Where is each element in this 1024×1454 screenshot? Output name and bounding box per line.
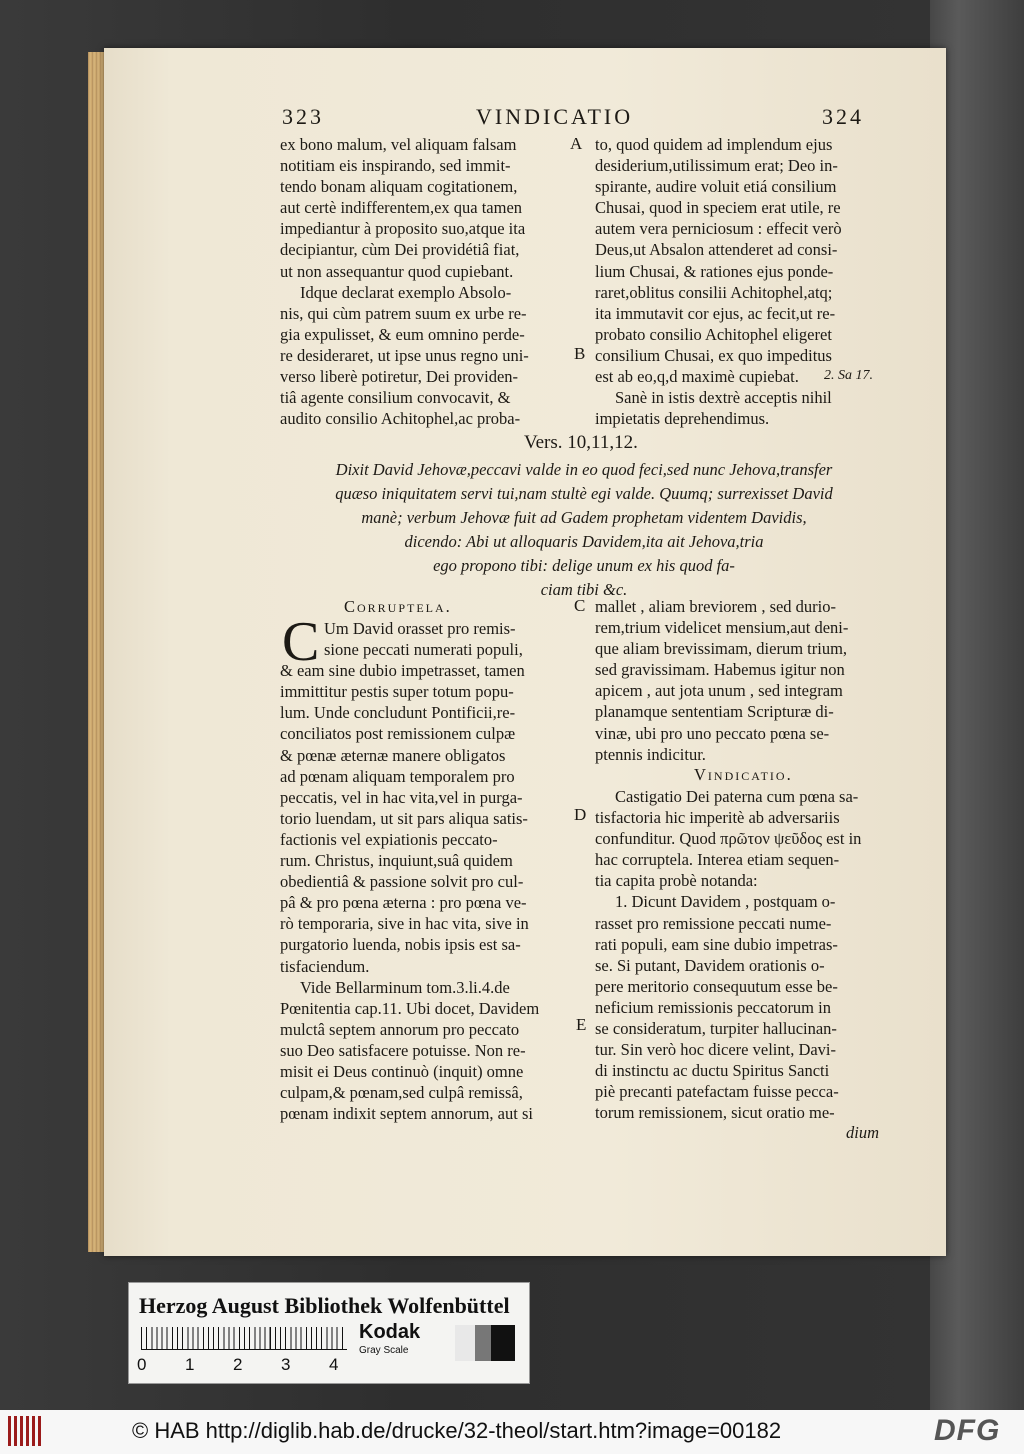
vindicatio-heading: Vindicatio. — [694, 765, 793, 784]
verse-line: quæso iniquitatem servi tui,nam stultè egi valde. Quumq; surrexisset David — [335, 484, 833, 503]
text-line: rasset pro remissione peccati nume- — [595, 913, 832, 933]
verse-line: dicendo: Abi ut alloquaris Davidem,ita ait Jehova,tria — [404, 532, 764, 551]
text-line: nis, qui cùm patrem suum ex urbe re- — [280, 303, 527, 323]
margin-sidenote: 2. Sa 17. — [824, 368, 873, 383]
text-line: mulctâ septem annorum pro peccato — [280, 1019, 520, 1039]
text-line: tia capita probè notanda: — [595, 871, 758, 891]
text-line: pâ & pro pœna æterna : pro pœna ve- — [280, 893, 527, 913]
text-line: Chusai, quod in speciem erat utile, re — [595, 198, 841, 218]
ruler-number: 3 — [281, 1355, 291, 1374]
running-title: VINDICATIO — [476, 104, 634, 129]
text-line: sed gravissimam. Habemus igitur non — [595, 660, 845, 680]
text-line: ut non assequantur quod cupiebant. — [280, 261, 514, 281]
ruler-number: 1 — [185, 1355, 195, 1374]
right-page-number: 324 — [822, 104, 864, 129]
text-line: que aliam brevissimam, dierum trium, — [595, 639, 848, 659]
text-line: misit ei Deus continuò (inquit) omne — [280, 1061, 524, 1081]
text-line: tisfactoria hic imperitè ab adversariis — [595, 808, 840, 828]
text-line: consilium Chusai, ex quo impeditus — [595, 345, 832, 365]
text-line: neficium remissionis peccatorum in — [595, 997, 831, 1017]
text-line: pere meritorio consequutum esse be- — [595, 976, 838, 996]
text-line: planamque sententiam Scripturæ di- — [595, 702, 834, 722]
text-line: factionis vel expiationis peccato- — [280, 829, 498, 849]
top-right-column — [595, 134, 842, 429]
gray-patch-light — [455, 1325, 475, 1361]
text-line: Um David orasset pro remis- — [324, 619, 516, 638]
ruler-number: 0 — [137, 1355, 147, 1374]
text-line: piè precanti patefactam fuisse pecca- — [595, 1082, 839, 1102]
text-line: audito consilio Achitophel,ac proba- — [280, 409, 521, 429]
kodak-brand: Kodak — [359, 1321, 421, 1343]
text-line: Idque declarat exemplo Absolo- — [300, 282, 512, 302]
verse-text — [274, 458, 894, 602]
text-line: rati populi, eam sine dubio impetras- — [595, 934, 838, 954]
text-line: sione peccati numerati populi, — [324, 640, 523, 660]
text-line: torum remissionem, sicut oratio me- — [595, 1103, 835, 1123]
card-title: Herzog August Bibliothek Wolfenbüttel — [139, 1293, 510, 1318]
margin-letter-d: D — [574, 805, 587, 824]
text-line: lium Chusai, & rationes ejus ponde- — [595, 261, 834, 281]
text-line: tisfaciendum. — [280, 956, 370, 976]
text-line: culpam,& pœnam,sed culpâ remissâ, — [280, 1083, 523, 1103]
drop-cap: C — [282, 611, 320, 673]
text-line: to, quod quidem ad implendum ejus — [595, 135, 833, 154]
text-line: aut certè indifferentem,ex qua tamen — [280, 198, 523, 218]
text-line: est ab eo,q,d maximè cupiebat. — [595, 367, 799, 387]
margin-letter-a: A — [570, 134, 583, 153]
ruler-number: 4 — [329, 1355, 339, 1374]
text-line: tiâ agente consilium convocavit, & — [280, 388, 511, 408]
text-line: ptennis indicitur. — [595, 744, 706, 764]
margin-letter-b: B — [574, 344, 586, 363]
text-line: re desideraret, ut ipse unus regno uni- — [280, 345, 529, 365]
text-line: tendo bonam aliquam cogitationem, — [280, 177, 518, 197]
text-line: desiderium,utilissimum erat; Deo in- — [595, 156, 838, 176]
text-line: probato consilio Achitophel eligeret — [595, 324, 832, 344]
text-line: vinæ, ubi pro uno peccato pœna se- — [595, 723, 830, 743]
verse-line: manè; verbum Jehovæ fuit ad Gadem prophetam videntem Davidis, — [361, 508, 807, 527]
text-line: & pœnæ æternæ manere obligatos — [280, 745, 506, 765]
text-line: se consideratum, turpiter hallucinan- — [595, 1019, 837, 1039]
text-line: rem,trium videlicet mensium,aut deni- — [595, 618, 849, 638]
bottom-right-column-2 — [595, 786, 861, 1124]
text-line: ita immutavit cor ejus, ac fecit,ut re- — [595, 303, 836, 323]
catchword: dium — [846, 1123, 879, 1142]
calibration-card — [128, 1282, 530, 1384]
text-line: impediantur à proposito suo,atque ita — [280, 219, 526, 239]
text-line: tur. Sin verò hoc dicere velint, Davi- — [595, 1040, 837, 1060]
dfg-logo: DFG — [934, 1414, 1001, 1447]
ruler-number: 2 — [233, 1355, 243, 1374]
text-line: mallet , aliam breviorem , sed durio- — [595, 597, 837, 616]
text-line: notitiam eis inspirando, sed immit- — [280, 156, 511, 176]
ruler-scale — [141, 1327, 347, 1350]
text-line: Castigatio Dei paterna cum pœna sa- — [615, 787, 859, 806]
left-page-number: 323 — [282, 104, 324, 129]
verse-reference: Vers. 10,11,12. — [524, 432, 638, 453]
text-line: lum. Unde concludunt Pontificii,re- — [280, 703, 516, 723]
text-line: immittitur pestis super totum popu- — [280, 682, 514, 702]
text-line: hac corruptela. Interea etiam sequen- — [595, 850, 840, 870]
gray-scale-label: Gray Scale — [359, 1345, 409, 1356]
text-line: spirante, audire voluit etiá consilium — [595, 177, 837, 197]
text-line: raret,oblitus consilii Achitophel,atq; — [595, 282, 833, 302]
text-line: autem vera perniciosum : effecit verò — [595, 219, 842, 239]
text-line: gia expulisset, & eum omnino perde- — [280, 324, 525, 344]
text-line: obedientiâ & passione solvit pro cul- — [280, 872, 524, 892]
verse-line: Dixit David Jehovæ,peccavi valde in eo quod feci,sed nunc Jehova,transfer — [335, 460, 833, 479]
text-line: Pœnitentia cap.11. Ubi docet, Davidem — [280, 998, 540, 1018]
text-line: rò temporaria, sive in hac vita, sive in — [280, 914, 529, 934]
text-line: suo Deo satisfacere potuisse. Non re- — [280, 1040, 526, 1060]
text-line: peccatis, vel in hac vita,vel in purga- — [280, 787, 523, 807]
bottom-right-column — [595, 596, 848, 765]
text-line: & eam sine dubio impetrasset, tamen — [280, 661, 525, 681]
gray-patch-dark — [491, 1325, 515, 1361]
text-line: ad pœnam aliquam temporalem pro — [280, 766, 515, 786]
corruptela-heading: Corruptela. — [344, 597, 452, 616]
text-line: verso liberè potiretur, Dei providen- — [280, 367, 519, 387]
text-line: Sanè in istis dextrè acceptis nihil — [615, 388, 832, 408]
text-line: decipiantur, cùm Dei providétiâ fiat, — [280, 240, 520, 260]
text-line: apicem , aut jota unum , sed integram — [595, 681, 843, 701]
margin-letter-e: E — [576, 1015, 587, 1034]
footer-credit-link[interactable]: © HAB http://diglib.hab.de/drucke/32-theol/start.htm?image=00182 — [132, 1418, 782, 1443]
text-line: se. Si putant, Davidem orationis o- — [595, 955, 825, 975]
text-line: confunditur. Quod πρῶτον ψεῦδος est in — [595, 829, 862, 849]
book-page — [104, 48, 946, 1256]
hab-logo-icon — [8, 1416, 44, 1446]
top-left-column — [280, 134, 529, 429]
text-line: ex bono malum, vel aliquam falsam — [280, 135, 517, 154]
verse-line: ego propono tibi: delige unum ex his quod fa- — [433, 556, 735, 575]
text-line: di instinctu ac ductu Spiritus Sancti — [595, 1061, 830, 1081]
text-line: conciliatos post remissionem culpæ — [280, 724, 516, 744]
text-line: purgatorio luenda, nobis ipsis est sa- — [280, 935, 521, 955]
footer-bar — [0, 1410, 1024, 1454]
gray-patch-mid — [475, 1325, 491, 1361]
text-line: impietatis deprehendimus. — [595, 409, 770, 429]
text-line: Vide Bellarminum tom.3.li.4.de — [300, 977, 510, 997]
text-line: Deus,ut Absalon attenderet ad consi- — [595, 240, 838, 260]
text-line: torio luendam, ut sit pars aliqua satis- — [280, 808, 528, 828]
text-line: pœnam indixit septem annorum, aut si — [280, 1104, 533, 1124]
margin-letter-c: C — [574, 596, 586, 615]
text-line: rum. Christus, inquiunt,suâ quidem — [280, 851, 513, 871]
verse-line: ciam tibi &c. — [540, 580, 628, 599]
text-line: 1. Dicunt Davidem , postquam o- — [615, 892, 836, 912]
bottom-left-column — [280, 618, 539, 1124]
